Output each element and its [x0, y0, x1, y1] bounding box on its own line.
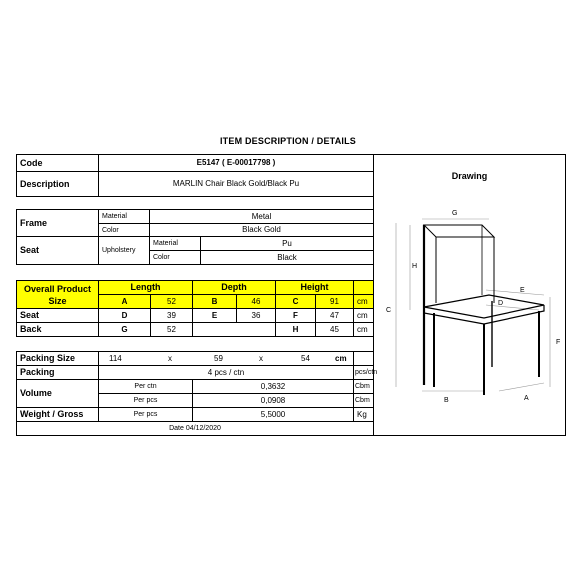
seat-d-key: D	[98, 308, 151, 323]
length-header: Length	[98, 280, 193, 295]
volume-per-pcs-label: Per pcs	[98, 393, 193, 408]
drawing-label-d: D	[498, 300, 504, 307]
volume-per-ctn-label: Per ctn	[98, 379, 193, 394]
overall-c-value: 91	[315, 294, 354, 309]
overall-header-spacer	[353, 280, 374, 295]
packing-size-cell	[98, 351, 354, 366]
seat-e-value: 36	[236, 308, 276, 323]
packing-size-x1: x	[168, 353, 172, 363]
volume-per-pcs-unit: Cbm	[353, 393, 374, 408]
packing-size-label: Packing Size	[16, 351, 99, 366]
drawing-label-f: F	[556, 339, 561, 346]
drawing-label-b: B	[444, 397, 449, 404]
packing-label: Packing	[16, 365, 99, 380]
packing-size-height: 54	[301, 353, 310, 363]
drawing-label-g: G	[452, 210, 458, 217]
back-dims-label: Back	[16, 322, 99, 337]
volume-per-ctn-unit: Cbm	[353, 379, 374, 394]
packing-size-length: 114	[109, 353, 122, 363]
packing-size-spacer	[353, 351, 374, 366]
weight-value: 5,5000	[192, 407, 354, 422]
date-value: Date 04/12/2020	[16, 421, 374, 436]
chair-drawing	[374, 155, 567, 437]
frame-material-value: Metal	[149, 209, 374, 224]
drawing-label-a: A	[524, 395, 529, 402]
seat-color-label: Color	[149, 250, 201, 265]
overall-c-key: C	[275, 294, 316, 309]
description-label: Description	[16, 171, 99, 197]
seat-d-value: 39	[150, 308, 193, 323]
seat-unit: cm	[353, 308, 374, 323]
overall-a-value: 52	[150, 294, 193, 309]
weight-unit: Kg	[353, 407, 374, 422]
volume-per-pcs-value: 0,0908	[192, 393, 354, 408]
depth-header: Depth	[192, 280, 276, 295]
frame-label: Frame	[16, 209, 99, 237]
seat-f-key: F	[275, 308, 316, 323]
back-g-key: G	[98, 322, 151, 337]
code-label: Code	[16, 154, 99, 172]
seat-e-key: E	[192, 308, 237, 323]
packing-unit: pcs/ctn	[353, 365, 374, 380]
packing-size-width: 59	[214, 353, 223, 363]
overall-a-key: A	[98, 294, 151, 309]
drawing-title: Drawing	[451, 171, 488, 181]
drawing-label-e: E	[520, 287, 525, 294]
page-title: ITEM DESCRIPTION / DETAILS	[219, 136, 357, 146]
seat-label: Seat	[16, 236, 99, 265]
overall-unit: cm	[353, 294, 374, 309]
overall-size-label: Overall Product Size	[16, 280, 99, 309]
drawing-panel	[373, 154, 566, 436]
overall-b-value: 46	[236, 294, 276, 309]
weight-per-pcs-label: Per pcs	[98, 407, 193, 422]
seat-upholstery-label: Upholstery	[98, 236, 150, 265]
height-header: Height	[275, 280, 354, 295]
overall-b-key: B	[192, 294, 237, 309]
packing-value: 4 pcs / ctn	[98, 365, 354, 380]
weight-label: Weight / Gross	[16, 407, 99, 422]
seat-dims-label: Seat	[16, 308, 99, 323]
packing-size-x2: x	[259, 353, 263, 363]
description-value: MARLIN Chair Black Gold/Black Pu	[98, 171, 374, 197]
back-g-value: 52	[150, 322, 193, 337]
back-h-value: 45	[315, 322, 354, 337]
frame-color-label: Color	[98, 223, 150, 237]
seat-color-value: Black	[200, 250, 374, 265]
frame-color-value: Black Gold	[149, 223, 374, 237]
back-h-key: H	[275, 322, 316, 337]
code-value: E5147 ( E-00017798 )	[98, 154, 374, 172]
volume-label: Volume	[16, 379, 99, 408]
spec-sheet	[16, 154, 566, 436]
back-empty-cell	[192, 322, 276, 337]
drawing-label-h: H	[412, 263, 418, 270]
back-unit: cm	[353, 322, 374, 337]
frame-material-label: Material	[98, 209, 150, 224]
seat-material-value: Pu	[200, 236, 374, 251]
volume-per-ctn-value: 0,3632	[192, 379, 354, 394]
seat-f-value: 47	[315, 308, 354, 323]
drawing-label-c: C	[386, 307, 392, 314]
seat-material-label: Material	[149, 236, 201, 251]
packing-size-unit: cm	[335, 353, 347, 363]
